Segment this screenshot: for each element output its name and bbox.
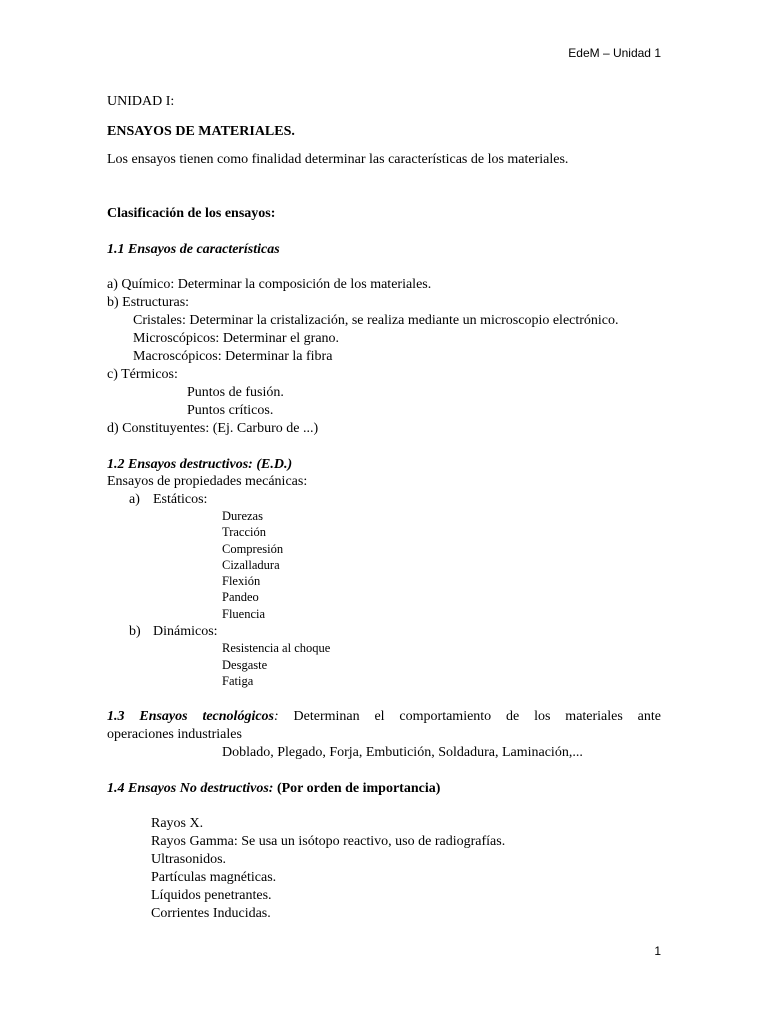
static-test: Tracción	[222, 525, 266, 539]
dynamic-test: Desgaste	[222, 658, 268, 672]
section-1-3-text-cont: operaciones industriales	[107, 727, 242, 742]
s1-item-d: d) Constituyentes: (Ej. Carburo de ...)	[107, 421, 319, 436]
static-test: Fluencia	[222, 607, 266, 621]
section-1-2-heading: 1.2 Ensayos destructivos: (E.D.)	[107, 457, 293, 472]
section-1-1-heading: 1.1 Ensayos de características	[107, 242, 280, 257]
s1-item-b3: Macroscópicos: Determinar la fibra	[133, 349, 333, 364]
s2-static-label: a) Estáticos:	[129, 492, 208, 507]
s1-item-b: b) Estructuras:	[107, 295, 190, 310]
ndt-item: Ultrasonidos.	[151, 852, 227, 867]
section-1-3-text: Determinan el comportamiento de los materiales ante	[293, 709, 661, 724]
section-1-4-heading-extra: (Por orden de importancia)	[276, 781, 441, 796]
ndt-item: Corrientes Inducidas.	[151, 906, 271, 921]
classification-heading: Clasificación de los ensayos:	[107, 206, 276, 221]
page-header: EdeM – Unidad 1	[568, 46, 661, 60]
dynamic-test: Fatiga	[222, 674, 254, 688]
s1-item-c1: Puntos de fusión.	[187, 385, 284, 400]
ndt-item: Rayos Gamma: Se usa un isótopo reactivo, uso de radiografías.	[151, 834, 506, 849]
unit-label: UNIDAD I:	[107, 94, 175, 109]
ndt-item: Líquidos penetrantes.	[151, 888, 272, 903]
static-test: Durezas	[222, 509, 263, 523]
s2-subheading: Ensayos de propiedades mecánicas:	[107, 474, 308, 489]
s2-dynamic-label: b) Dinámicos:	[129, 624, 218, 639]
technological-tests-list: Doblado, Plegado, Forja, Embutición, Soldadura, Laminación,...	[222, 745, 583, 760]
document-title: ENSAYOS DE MATERIALES.	[107, 124, 295, 139]
static-test: Pandeo	[222, 590, 259, 604]
intro-paragraph: Los ensayos tienen como finalidad determinar las características de los materiales.	[107, 152, 569, 167]
static-test: Cizalladura	[222, 558, 280, 572]
s1-item-c: c) Térmicos:	[107, 367, 178, 382]
ndt-item: Partículas magnéticas.	[151, 870, 277, 885]
s1-item-b1: Cristales: Determinar la cristalización, se realiza mediante un microscopio electrónico.	[133, 313, 619, 328]
page-number: 1	[654, 944, 661, 958]
static-test: Compresión	[222, 542, 284, 556]
s1-item-b2: Microscópicos: Determinar el grano.	[133, 331, 340, 346]
ndt-item: Rayos X.	[151, 816, 204, 831]
section-1-4-heading-line	[107, 780, 440, 798]
dynamic-test: Resistencia al choque	[222, 641, 331, 655]
section-1-4-heading: 1.4 Ensayos No destructivos:	[107, 781, 274, 796]
section-1-3-heading: 1.3 Ensayos tecnológicos	[107, 709, 274, 724]
s1-item-c2: Puntos críticos.	[187, 403, 274, 418]
static-test: Flexión	[222, 574, 261, 588]
section-1-3-paragraph: 1.3 Ensayos tecnológicos: Determinan el comportamiento de los materiales ante	[107, 709, 661, 724]
s1-item-a: a) Químico: Determinar la composición de los materiales.	[107, 277, 432, 292]
